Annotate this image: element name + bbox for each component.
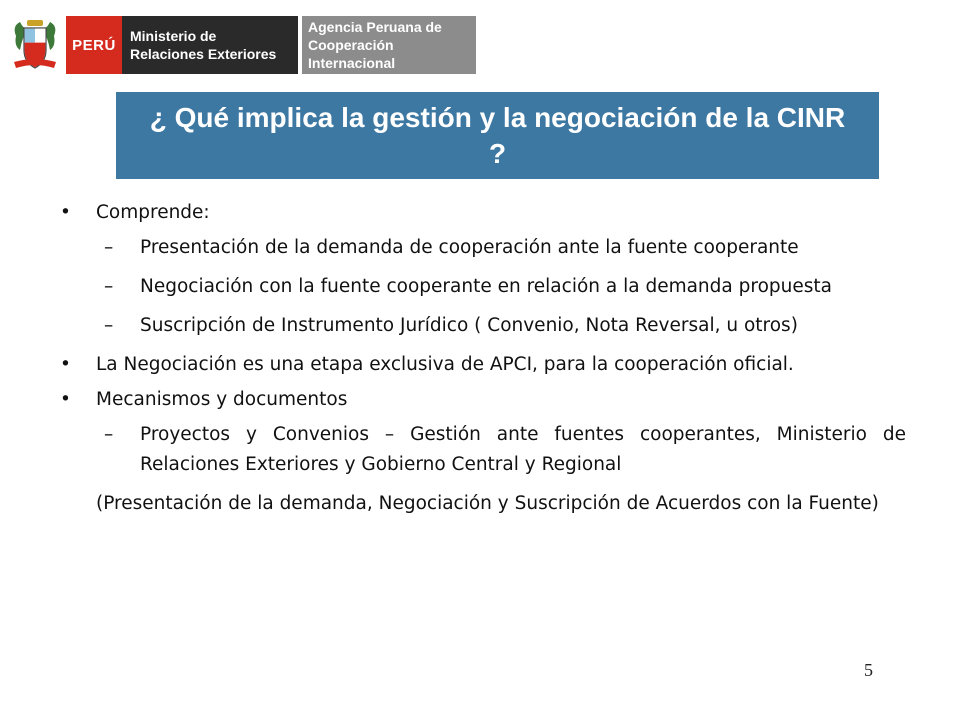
- slide-title: ¿ Qué implica la gestión y la negociación de la CINR ?: [149, 101, 846, 169]
- sub-bullet-text: Negociación con la fuente cooperante en relación a la demanda propuesta: [140, 276, 832, 297]
- dash-marker: –: [104, 237, 114, 258]
- bullet-item: [60, 198, 906, 228]
- sub-bullet-item: [60, 311, 906, 341]
- peru-label: PERÚ: [66, 16, 122, 74]
- bullet-text: Mecanismos y documentos: [96, 389, 348, 410]
- bullet-item: [60, 350, 906, 380]
- sub-bullet-text: Proyectos y Convenios – Gestión ante fuentes cooperantes, Ministerio de Relaciones Exteriores y Gobierno Central y Regional: [140, 424, 906, 475]
- dash-marker: –: [104, 276, 114, 297]
- sub-bullet-text: Suscripción de Instrumento Jurídico ( Convenio, Nota Reversal, u otros): [140, 315, 798, 336]
- slide-title-banner: [116, 92, 879, 179]
- sub-bullet-text: Presentación de la demanda de cooperación ante la fuente cooperante: [140, 237, 799, 258]
- ministry-logo: [122, 16, 298, 74]
- agency-line-1: Agencia Peruana de: [308, 19, 442, 35]
- note-paragraph: (Presentación de la demanda, Negociación y Suscripción de Acuerdos con la Fuente): [96, 493, 879, 514]
- ministry-line-2: Relaciones Exteriores: [130, 46, 277, 62]
- sub-bullet-item: [60, 420, 906, 480]
- coat-of-arms-icon: [10, 16, 60, 74]
- slide-body: [60, 198, 906, 519]
- agency-logo: [302, 16, 476, 74]
- sub-bullet-item: [60, 233, 906, 263]
- bullet-text: Comprende:: [96, 202, 210, 223]
- ministry-line-1: Ministerio de: [130, 28, 217, 44]
- slide-number: 5: [864, 660, 873, 680]
- sub-bullet-item: [60, 272, 906, 302]
- bullet-marker: •: [60, 354, 71, 375]
- bullet-item: [60, 385, 906, 415]
- dash-marker: –: [104, 424, 114, 445]
- header-logos: [10, 16, 476, 74]
- bullet-text: La Negociación es una etapa exclusiva de APCI, para la cooperación oficial.: [96, 354, 794, 375]
- bullet-marker: •: [60, 389, 71, 410]
- dash-marker: –: [104, 315, 114, 336]
- bullet-marker: •: [60, 202, 71, 223]
- agency-line-2: Cooperación Internacional: [308, 37, 396, 71]
